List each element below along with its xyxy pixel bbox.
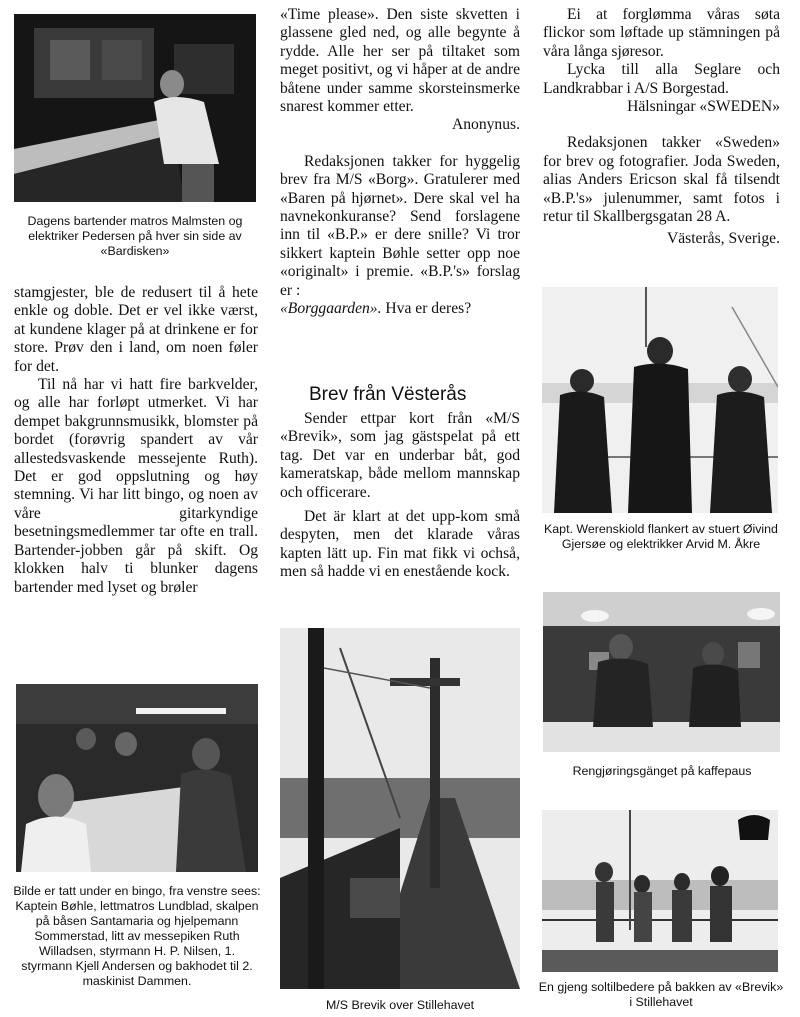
col3-paragraph-2: Lycka till alla Seglare och Landkrabbar i A/S Borgestad. [543,61,780,97]
caption-officers: Kapt. Werenskiold flankert av stuert Øivind Gjersøe og elektrikker Arvid M. Åkre [544,522,778,551]
col2-paragraph-2-end [280,300,520,318]
caption-bartender: Dagens bartender matros Malmsten og elektriker Pedersen på hver sin side av «Bardisken» [27,214,243,258]
col2-paragraph-2-text: Redaksjonen takker for hyggelig brev fra M/S «Borg». Gratulerer med «Baren på hjørnet». Dere skal vel ha navnekonkuranse? Send forslagene inn til «B.P.» er dere snille? Vi tror sikkert kaptein Bøhle setter opp noe «originalt» i premie. «B.P.'s» forslag er : [280,152,520,299]
col1-paragraph-1: stamgjester, ble de redusert til å hete enkle og doble. Det er vel ikke værst, at kundene klager på at drinkene er for store. Prøv den i land, om noen føler for det. [14,284,258,375]
caption-ship: M/S Brevik over Stillehavet [325,998,475,1012]
col3-paragraph-3: Redaksjonen takker «Sweden» for brev og fotografier. Joda Sweden, alias Anders Ericson skal få tilsendt «B.P.'s» julenummer, samt fotos i retur til Skallbergsgatan 28 A. [543,134,780,226]
col2-paragraph-3: Sender ettpar kort från «M/S «Brevik», som jag gästspelat på ett tag. Det var en underbar båt, god kameratskap, både mellom mannskap och officerare. [280,410,520,501]
col2-suggestion: «Borggaarden». [280,300,382,318]
col2-paragraph-4: Det är klart at det upp-kom små despyten, men det klarade våras kapten lätt up. Fin mat fikk vi ochså, men så hadde vi en enestående kock. [280,508,520,581]
headline-brev-fran-vasteras: Brev från Vësterås [309,384,467,405]
col3-paragraph-1: Ei at forglømma våras søta flickor som løftade up stämningen på våra långa sjøresor. [543,6,780,60]
col2-paragraph-2 [280,153,520,300]
column-1 [14,284,258,597]
column-2-lower [280,410,520,582]
caption-coffee: Rengjøringsgänget på kaffepaus [572,764,752,778]
caption-bingo: Bilde er tatt under en bingo, fra venstre sees: Kaptein Bøhle, lettmatros Lundblad, skalpen på båsen Santamaria og hjelpemann Sommerstad, litt av messepiken Ruth Willadsen, styrmann H. P. Nilsen, 1. styrmann Kjell Andersen og bakhodet til 2. maskinist Dammen. [13,884,261,988]
col3-signature-1: Hälsningar «SWEDEN» [627,98,780,116]
column-3 [543,6,780,249]
col2-question: Hva er deres? [381,300,472,318]
photo-coffee [543,592,780,752]
col3-signature-2: Västerås, Sverige. [666,230,780,248]
photo-bingo [16,684,258,872]
col2-paragraph-1: «Time please». Den siste skvetten i glassene gled ned, og alle begynte å rydde. Alle her ser på tiltaket som meget positivt, og vi håper at de andre båtene under samme skorsteinsmerke snarest kommer etter. [280,6,520,116]
col2-signature-1: Anonynus. [451,116,520,134]
col1-paragraph-2: Til nå har vi hatt fire barkvelder, og alle har forløpt utmerket. Vi har dempet bakgrunnsmusikk, blomster på bordet (forøvrig spandert av vår allestedsvaskende messejente Ruth). Det er god oppslutning og høy stemning. Vi har litt bingo, og noen av våre gitarkyndige besetningsmedlemmer tar ofte en trall. Bartender-jobben går på skift. Og klokken halv ti blunker dagens bartender med lyset og brøler [14,376,258,596]
photo-bartender [14,14,256,202]
photo-sunbathers [542,810,778,972]
caption-sunbathers: En gjeng soltilbedere på bakken av «Brevik» i Stillehavet [538,980,784,1009]
photo-officers [542,287,778,513]
photo-ship [280,628,520,989]
column-2 [280,6,520,319]
